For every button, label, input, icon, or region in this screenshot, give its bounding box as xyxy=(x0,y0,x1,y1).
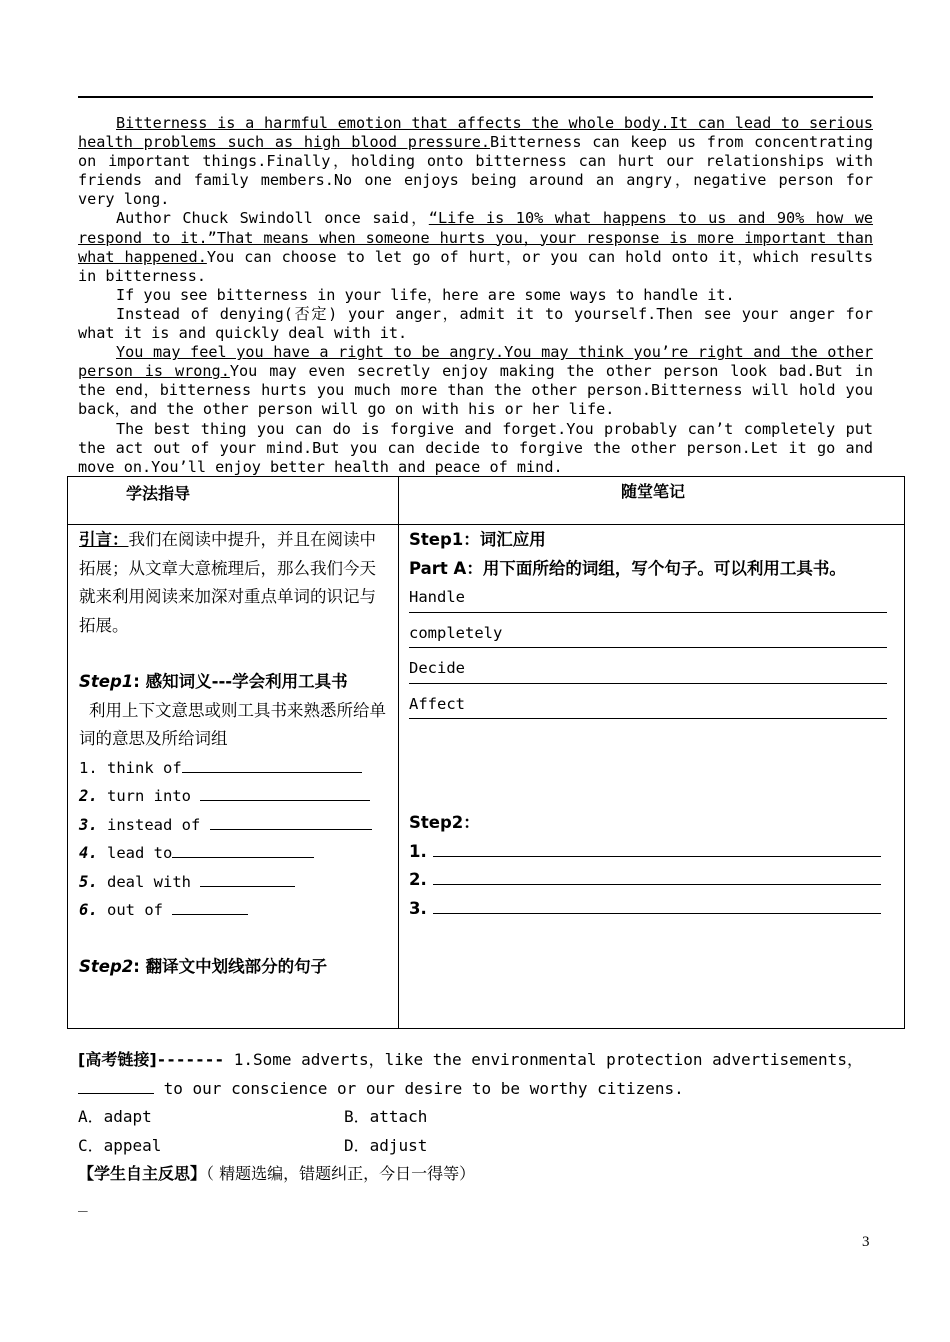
option-b[interactable]: B．attach xyxy=(344,1107,428,1127)
paragraph-2: Author Chuck Swindoll once said，“Life is 10% what happens to us and 90% how we respond to it.”That means when someone hurts you，your response is more important than what happened.You can choose to let go of hurt，or you can hold onto it，which results in bitterness. xyxy=(78,209,873,285)
top-rule xyxy=(78,96,873,98)
paragraph-6: The best thing you can do is forgive and forget.You probably can’t completely put the act out of your mind.But you can decide to forgive the other person.Let it go and move on.You’ll enjoy better health and peace of mind. xyxy=(78,419,873,476)
left-header-cell xyxy=(68,477,399,525)
notes-step2: Step2： xyxy=(409,813,480,832)
paragraph-5: You may feel you have a right to be angry.You may think you’re right and the other person is wrong.You may even secretly enjoy making the other person look bad.But in the end，bitterness hurts you much more than the other person.Bitterness will hold you back，and the other person will go on with his or her life. xyxy=(78,343,873,419)
vocab-word: completely xyxy=(409,623,503,642)
phrase-item: 2. turn into xyxy=(79,782,390,811)
intro-text: 我们在阅读中提升，并且在阅读中拓展；从文章大意梳理后，那么我们今天就来利用阅读来加深对重点单词的识记与拓展。 xyxy=(79,530,376,635)
reflection-text: （ 精题选编，错题纠正，今日一得等） xyxy=(206,1164,476,1184)
reflection xyxy=(78,1160,878,1189)
phrase-item: 3. instead of xyxy=(79,811,390,840)
reflection-dash[interactable]: _ xyxy=(78,1192,88,1212)
answer-blank[interactable] xyxy=(172,839,314,858)
phrase-item: 1. think of xyxy=(79,754,390,783)
right-header: 随堂笔记 xyxy=(621,482,686,501)
exam-question-cont: to our conscience or our desire to be worthy citizens. xyxy=(78,1075,878,1104)
phrase-item: 6. out of xyxy=(79,896,390,925)
answer-blank[interactable] xyxy=(200,782,370,801)
left-header: 学法指导 xyxy=(126,484,191,503)
study-guide-table xyxy=(67,476,905,1029)
paragraph-1: Bitterness is a harmful emotion that affects the whole body.It can lead to serious health problems such as high blood pressure.Bitterness can keep us from concentrating on important things.Finally，holding onto bitterness can hurt our relationships with friends and family members.No one enjoys being around an angry，negative person for very long. xyxy=(78,114,874,209)
vocab-word: Decide xyxy=(409,659,465,677)
reflection-label: 【学生自主反思】 xyxy=(78,1164,207,1184)
guide-cell xyxy=(68,525,399,1029)
translation-line: 3. xyxy=(409,895,896,924)
writing-line[interactable] xyxy=(409,647,887,648)
reading-passage xyxy=(78,114,873,477)
right-header-cell xyxy=(399,477,905,525)
notes-cell xyxy=(399,525,905,1029)
translation-blank[interactable] xyxy=(433,838,881,857)
step2-heading: Step2: 翻译文中划线部分的句子 xyxy=(79,956,328,976)
answer-blank[interactable] xyxy=(78,1075,154,1094)
translation-line: 1. xyxy=(409,838,896,867)
page-number: 3 xyxy=(862,1234,870,1250)
underlined-sentence-2: “Life is 10% what happens to us and 90% how we respond to it.”That means when someone hurts you，your response is more important than what happened. xyxy=(78,209,873,266)
option-d[interactable]: D．adjust xyxy=(344,1135,428,1155)
intro xyxy=(79,526,390,640)
step1-desc: 利用上下文意思或则工具书来熟悉所给单词的意思及所给词组 xyxy=(79,700,386,748)
intro-label: 引言： xyxy=(79,530,129,549)
phrase-item: 5. deal with xyxy=(79,868,390,897)
writing-line[interactable] xyxy=(409,612,887,613)
option-c[interactable]: C．appeal xyxy=(78,1135,162,1155)
underlined-sentence-3: You may feel you have a right to be angry.You may think you’re right and the other person is wrong. xyxy=(78,343,873,381)
paragraph-4: Instead of denying(否定) your anger，admit it to yourself.Then see your anger for what it is and quickly deal with it. xyxy=(78,304,873,343)
notes-partA: Part A：用下面所给的词组，写个句子。可以利用工具书。 xyxy=(409,558,846,578)
answer-blank[interactable] xyxy=(172,896,248,915)
answer-blank[interactable] xyxy=(200,868,295,887)
step1-heading: Step1: 感知词义---学会利用工具书 xyxy=(79,672,348,691)
exam-link-section xyxy=(78,1046,878,1218)
phrase-list xyxy=(79,754,390,925)
exam-link-label: [高考链接] xyxy=(78,1050,157,1069)
answer-blank[interactable] xyxy=(182,754,362,773)
translation-blank[interactable] xyxy=(433,866,881,885)
notes-step1: Step1：词汇应用 xyxy=(409,530,546,549)
paragraph-3: If you see bitterness in your life，here are some ways to handle it. xyxy=(116,285,735,304)
options-row-1 xyxy=(78,1103,878,1132)
vocab-word: Handle xyxy=(409,588,465,606)
writing-line[interactable] xyxy=(409,683,887,684)
option-a[interactable]: A．adapt xyxy=(78,1107,152,1127)
translation-blank[interactable] xyxy=(433,895,881,914)
options-row-2 xyxy=(78,1132,878,1161)
vocab-word: Affect xyxy=(409,694,465,713)
underlined-sentence-1: Bitterness is a harmful emotion that affects the whole body.It can lead to serious health problems such as high blood pressure. xyxy=(78,114,873,152)
phrase-item: 4. lead to xyxy=(79,839,390,868)
answer-blank[interactable] xyxy=(210,811,372,830)
translation-line: 2. xyxy=(409,866,896,895)
exam-question: [高考链接]------- 1.Some adverts，like the environmental protection advertisements， xyxy=(78,1050,863,1069)
